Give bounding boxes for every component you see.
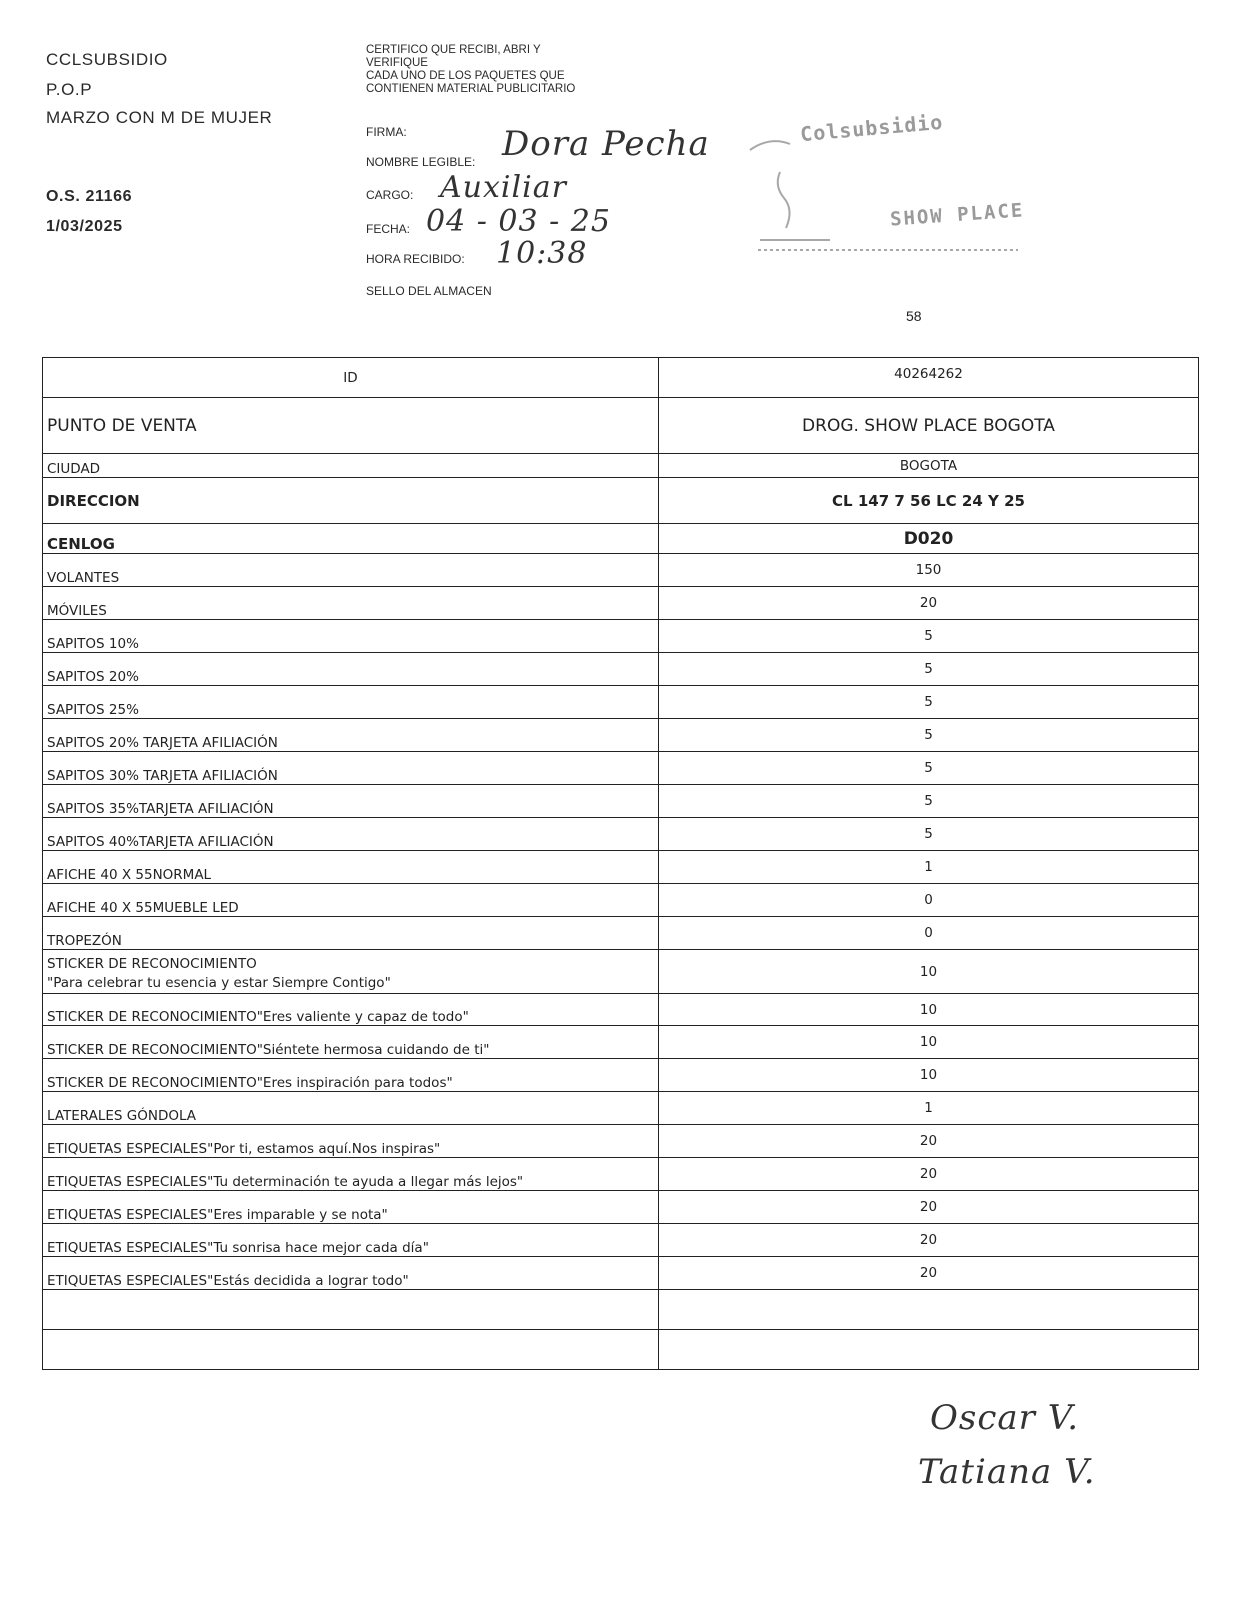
row-value: 0 bbox=[659, 884, 1199, 917]
table-row bbox=[43, 398, 1199, 454]
row-label: MÓVILES bbox=[43, 587, 659, 620]
table-row bbox=[43, 1026, 1199, 1059]
cert-line: CONTIENEN MATERIAL PUBLICITARIO bbox=[366, 83, 576, 95]
row-label: PUNTO DE VENTA bbox=[43, 398, 659, 454]
row-label: SAPITOS 10% bbox=[43, 620, 659, 653]
row-label: ETIQUETAS ESPECIALES"Tu sonrisa hace mejor cada día" bbox=[43, 1224, 659, 1257]
row-label: SAPITOS 20% bbox=[43, 653, 659, 686]
table-row bbox=[43, 1257, 1199, 1290]
table-row bbox=[43, 1191, 1199, 1224]
row-label: ETIQUETAS ESPECIALES"Tu determinación te ayuda a llegar más lejos" bbox=[43, 1158, 659, 1191]
store-stamp bbox=[740, 100, 1040, 260]
campaign-name: MARZO CON M DE MUJER bbox=[46, 108, 273, 127]
row-value: 5 bbox=[659, 785, 1199, 818]
row-label: SAPITOS 20% TARJETA AFILIACIÓN bbox=[43, 719, 659, 752]
table-row bbox=[43, 1158, 1199, 1191]
row-label: STICKER DE RECONOCIMIENTO bbox=[47, 956, 257, 972]
material-type: P.O.P bbox=[46, 80, 93, 99]
stamp-line1: Colsubsidio bbox=[799, 109, 945, 147]
order-number: O.S. 21166 bbox=[46, 188, 133, 205]
row-value: 5 bbox=[659, 653, 1199, 686]
row-value: 5 bbox=[659, 620, 1199, 653]
row-value: BOGOTA bbox=[659, 454, 1199, 478]
row-value: CL 147 7 56 LC 24 Y 25 bbox=[659, 478, 1199, 524]
table-row bbox=[43, 884, 1199, 917]
page-number: 58 bbox=[906, 308, 922, 324]
row-value: DROG. SHOW PLACE BOGOTA bbox=[659, 398, 1199, 454]
row-label: AFICHE 40 X 55NORMAL bbox=[43, 851, 659, 884]
table-row bbox=[43, 1092, 1199, 1125]
table-row bbox=[43, 587, 1199, 620]
row-label: TROPEZÓN bbox=[43, 917, 659, 950]
table-row bbox=[43, 620, 1199, 653]
row-value: 10 bbox=[659, 1059, 1199, 1092]
row-value: 10 bbox=[659, 994, 1199, 1026]
stamp-line2: SHOW PLACE bbox=[889, 199, 1025, 231]
signature-tatiana: Tatiana V. bbox=[918, 1452, 1096, 1492]
row-label: DIRECCION bbox=[43, 478, 659, 524]
table-row-empty bbox=[43, 1330, 1199, 1370]
empty-cell bbox=[43, 1290, 659, 1330]
row-label: SAPITOS 40%TARJETA AFILIACIÓN bbox=[43, 818, 659, 851]
sello-label: SELLO DEL ALMACEN bbox=[366, 284, 492, 298]
table-row bbox=[43, 653, 1199, 686]
pop-delivery-table bbox=[42, 357, 1199, 1370]
row-value: 20 bbox=[659, 1158, 1199, 1191]
row-label: AFICHE 40 X 55MUEBLE LED bbox=[43, 884, 659, 917]
row-label: STICKER DE RECONOCIMIENTO"Eres valiente y capaz de todo" bbox=[43, 994, 659, 1026]
signature-oscar: Oscar V. bbox=[930, 1398, 1080, 1438]
row-value: 5 bbox=[659, 752, 1199, 785]
fecha-label: FECHA: bbox=[366, 222, 411, 236]
table-row bbox=[43, 358, 1199, 398]
table-row bbox=[43, 554, 1199, 587]
row-label: ETIQUETAS ESPECIALES"Por ti, estamos aquí.Nos inspiras" bbox=[43, 1125, 659, 1158]
id-label: ID bbox=[43, 358, 659, 398]
table-row bbox=[43, 851, 1199, 884]
table-row bbox=[43, 686, 1199, 719]
table-row bbox=[43, 950, 1199, 994]
empty-cell bbox=[659, 1290, 1199, 1330]
row-label: STICKER DE RECONOCIMIENTO"Eres inspiración para todos" bbox=[43, 1059, 659, 1092]
fecha-handwritten: 04 - 03 - 25 bbox=[426, 204, 611, 239]
row-label: STICKER DE RECONOCIMIENTO"Siéntete hermosa cuidando de ti" bbox=[43, 1026, 659, 1059]
row-label: SAPITOS 30% TARJETA AFILIACIÓN bbox=[43, 752, 659, 785]
row-value: 10 bbox=[659, 950, 1199, 994]
id-value: 40264262 bbox=[659, 358, 1199, 398]
row-label-multiline bbox=[43, 950, 659, 994]
table-row bbox=[43, 752, 1199, 785]
table-row-empty bbox=[43, 1290, 1199, 1330]
table-row bbox=[43, 1224, 1199, 1257]
row-label: LATERALES GÓNDOLA bbox=[43, 1092, 659, 1125]
row-label-quote: "Para celebrar tu esencia y estar Siempre Contigo" bbox=[47, 975, 391, 991]
table-row bbox=[43, 917, 1199, 950]
cert-line: CADA UNO DE LOS PAQUETES QUE bbox=[366, 70, 565, 82]
row-value: 10 bbox=[659, 1026, 1199, 1059]
row-label: CIUDAD bbox=[43, 454, 659, 478]
row-value: 1 bbox=[659, 851, 1199, 884]
cargo-handwritten: Auxiliar bbox=[440, 170, 567, 205]
table-row bbox=[43, 1125, 1199, 1158]
order-date: 1/03/2025 bbox=[46, 218, 123, 235]
row-value: 0 bbox=[659, 917, 1199, 950]
table-row bbox=[43, 524, 1199, 554]
row-value: 20 bbox=[659, 1224, 1199, 1257]
row-label: SAPITOS 35%TARJETA AFILIACIÓN bbox=[43, 785, 659, 818]
table-row bbox=[43, 818, 1199, 851]
cert-line: VERIFIQUE bbox=[366, 57, 428, 69]
certification-text bbox=[366, 44, 656, 96]
table-row bbox=[43, 478, 1199, 524]
row-value: 150 bbox=[659, 554, 1199, 587]
client-name: CCLSUBSIDIO bbox=[46, 50, 168, 69]
row-value: 20 bbox=[659, 1191, 1199, 1224]
row-value: 20 bbox=[659, 1257, 1199, 1290]
row-value: 20 bbox=[659, 1125, 1199, 1158]
row-value: D020 bbox=[659, 524, 1199, 554]
cert-line: CERTIFICO QUE RECIBI, ABRI Y bbox=[366, 44, 541, 56]
firma-label: FIRMA: bbox=[366, 125, 407, 139]
table-row bbox=[43, 1059, 1199, 1092]
empty-cell bbox=[659, 1330, 1199, 1370]
nombre-handwritten: Dora Pecha bbox=[502, 124, 710, 164]
row-label: CENLOG bbox=[43, 524, 659, 554]
row-label: SAPITOS 25% bbox=[43, 686, 659, 719]
hora-handwritten: 10:38 bbox=[496, 236, 588, 271]
table-row bbox=[43, 454, 1199, 478]
row-label: ETIQUETAS ESPECIALES"Estás decidida a lograr todo" bbox=[43, 1257, 659, 1290]
row-value: 5 bbox=[659, 818, 1199, 851]
row-value: 5 bbox=[659, 686, 1199, 719]
row-value: 20 bbox=[659, 587, 1199, 620]
row-label: VOLANTES bbox=[43, 554, 659, 587]
row-label: ETIQUETAS ESPECIALES"Eres imparable y se nota" bbox=[43, 1191, 659, 1224]
empty-cell bbox=[43, 1330, 659, 1370]
row-value: 5 bbox=[659, 719, 1199, 752]
cargo-label: CARGO: bbox=[366, 188, 414, 202]
table-row bbox=[43, 719, 1199, 752]
table-row bbox=[43, 785, 1199, 818]
hora-label: HORA RECIBIDO: bbox=[366, 252, 465, 266]
row-value: 1 bbox=[659, 1092, 1199, 1125]
table-row bbox=[43, 994, 1199, 1026]
nombre-label: NOMBRE LEGIBLE: bbox=[366, 155, 476, 169]
